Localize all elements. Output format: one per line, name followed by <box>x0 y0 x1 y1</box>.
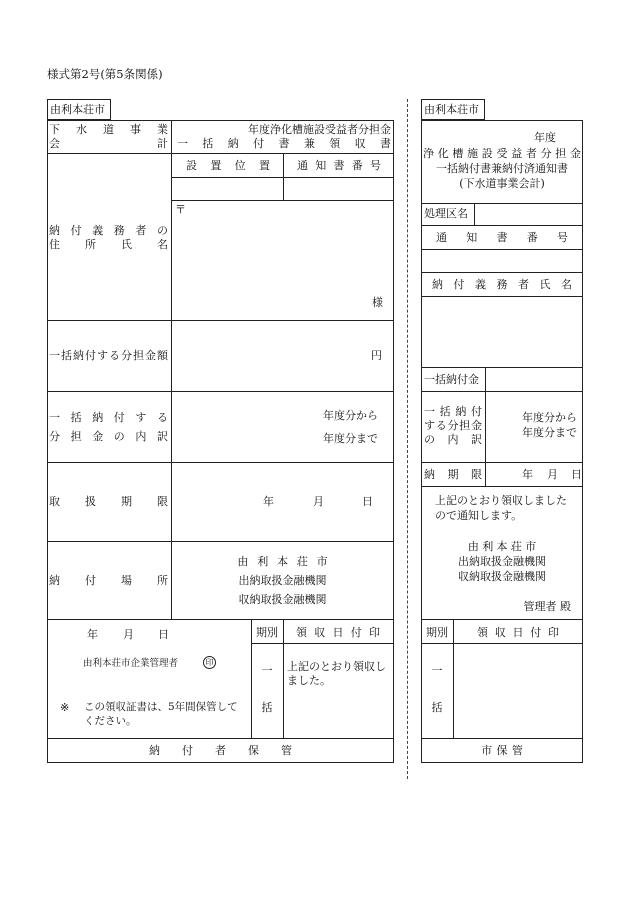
note-mark: ※ <box>60 701 70 714</box>
city-tab-label: 由利本荘市 <box>50 103 105 116</box>
right-receipt-stamp-label: 領収日付印 <box>477 626 559 639</box>
header-left-line1: 下水道事業 <box>49 123 168 136</box>
footer-payer-copy: 納付者保管 <box>149 744 314 757</box>
right-notice-number-value[interactable] <box>422 250 582 271</box>
lump-char1: 一 <box>261 664 273 677</box>
lump-amount-value[interactable] <box>486 368 582 390</box>
right-title-line4: (下水道事業会計) <box>459 177 545 190</box>
notice-text-line2: ので通知します。 <box>435 509 523 522</box>
right-title-line3: 一括納付書兼納付済通知書 <box>436 162 568 175</box>
date-month: 月 <box>123 628 134 641</box>
payer-address-name-value[interactable] <box>186 204 376 314</box>
right-payer-name-label: 納付義務者氏名 <box>432 278 572 291</box>
receipt-text-line2: ました。 <box>287 674 331 687</box>
notice-number-value[interactable] <box>284 178 393 199</box>
date-day: 日 <box>158 628 169 641</box>
payment-place-bank2: 収納取扱金融機関 <box>238 593 327 606</box>
right-payer-name-value[interactable] <box>422 297 582 366</box>
from-year: 年度分から <box>323 409 378 422</box>
amount-label: 一括納付する分担金額 <box>49 349 168 362</box>
right-period-label: 期別 <box>426 626 448 639</box>
due-day: 日 <box>571 468 582 481</box>
note-line1: この領収証書は、5年間保管して <box>84 701 238 713</box>
to-year: 年度分まで <box>323 432 378 445</box>
deadline-month: 月 <box>313 495 324 508</box>
notice-number-label: 通知書番号 <box>297 159 381 172</box>
deadline-year: 年 <box>263 495 274 508</box>
lump-char2: 括 <box>261 701 273 714</box>
deadline-label: 取扱期限 <box>49 495 168 508</box>
due-year: 年 <box>522 468 533 481</box>
city-tab-label-right: 由利本荘市 <box>424 103 479 116</box>
honorific: 様 <box>372 296 383 309</box>
right-to-year: 年度分まで <box>522 426 577 439</box>
deadline-day: 日 <box>362 495 373 508</box>
payment-place-city: 由利本荘市 <box>237 555 337 568</box>
breakdown-label-line1: 一括納付する <box>49 411 168 424</box>
yen-unit: 円 <box>371 349 382 362</box>
right-lump-char1: 一 <box>431 664 443 677</box>
installation-location-label: 設置位置 <box>186 159 270 172</box>
header-title-line2: 一括納付書兼領収書 <box>177 137 391 150</box>
note-line2: ください。 <box>84 715 137 727</box>
right-breakdown-line1: 一括納付 <box>424 405 482 418</box>
footer-city-copy: 市保管 <box>481 744 528 757</box>
form-title: 様式第2号(第5条関係) <box>47 67 163 81</box>
due-month: 月 <box>547 468 558 481</box>
manager-name: 由利本荘市企業管理者 <box>83 658 179 669</box>
payer-label-line2: 住所氏名 <box>49 238 168 251</box>
right-org-bank1: 出納取扱金融機関 <box>458 555 546 568</box>
receipt-text-line1: 上記のとおり領収し <box>287 660 386 673</box>
header-left-line2: 会計 <box>49 137 168 150</box>
district-label: 処理区名 <box>424 207 468 220</box>
right-title-line1: 年度 <box>534 131 556 144</box>
right-lump-char2: 括 <box>431 701 443 714</box>
cut-line <box>407 99 408 779</box>
right-breakdown-line3: の内訳 <box>424 433 482 446</box>
date-year: 年 <box>87 628 98 641</box>
breakdown-label-line2: 分担金の内訳 <box>49 430 168 443</box>
seal-mark: 印 <box>203 655 216 669</box>
payment-place-bank1: 出納取扱金融機関 <box>238 574 327 587</box>
payer-label-line1: 納付義務者の <box>49 224 168 237</box>
period-label: 期別 <box>256 626 278 639</box>
installation-location-value[interactable] <box>172 178 282 199</box>
right-from-year: 年度分から <box>522 411 577 424</box>
right-org-city: 由利本荘市 <box>467 540 540 553</box>
receipt-stamp-label: 領収日付印 <box>296 626 380 639</box>
amount-value[interactable] <box>176 336 366 376</box>
header-title-line1: 年度浄化槽施設受益者分担金 <box>248 123 391 136</box>
payment-place-label: 納付場所 <box>49 574 168 587</box>
right-title-line2: 浄化槽施設受益者分担金 <box>423 147 581 160</box>
administrator: 管理者 殿 <box>523 600 571 613</box>
district-value[interactable] <box>475 204 582 224</box>
postal-mark: 〒 <box>175 203 186 216</box>
notice-text-line1: 上記のとおり領収しました <box>435 494 567 507</box>
due-date-label: 納期限 <box>424 468 482 481</box>
right-breakdown-line2: する分担金 <box>424 419 482 432</box>
right-notice-number-label: 通知書番号 <box>436 231 568 244</box>
right-org-bank2: 収納取扱金融機関 <box>458 570 546 583</box>
lump-amount-label: 一括納付金 <box>424 373 479 386</box>
